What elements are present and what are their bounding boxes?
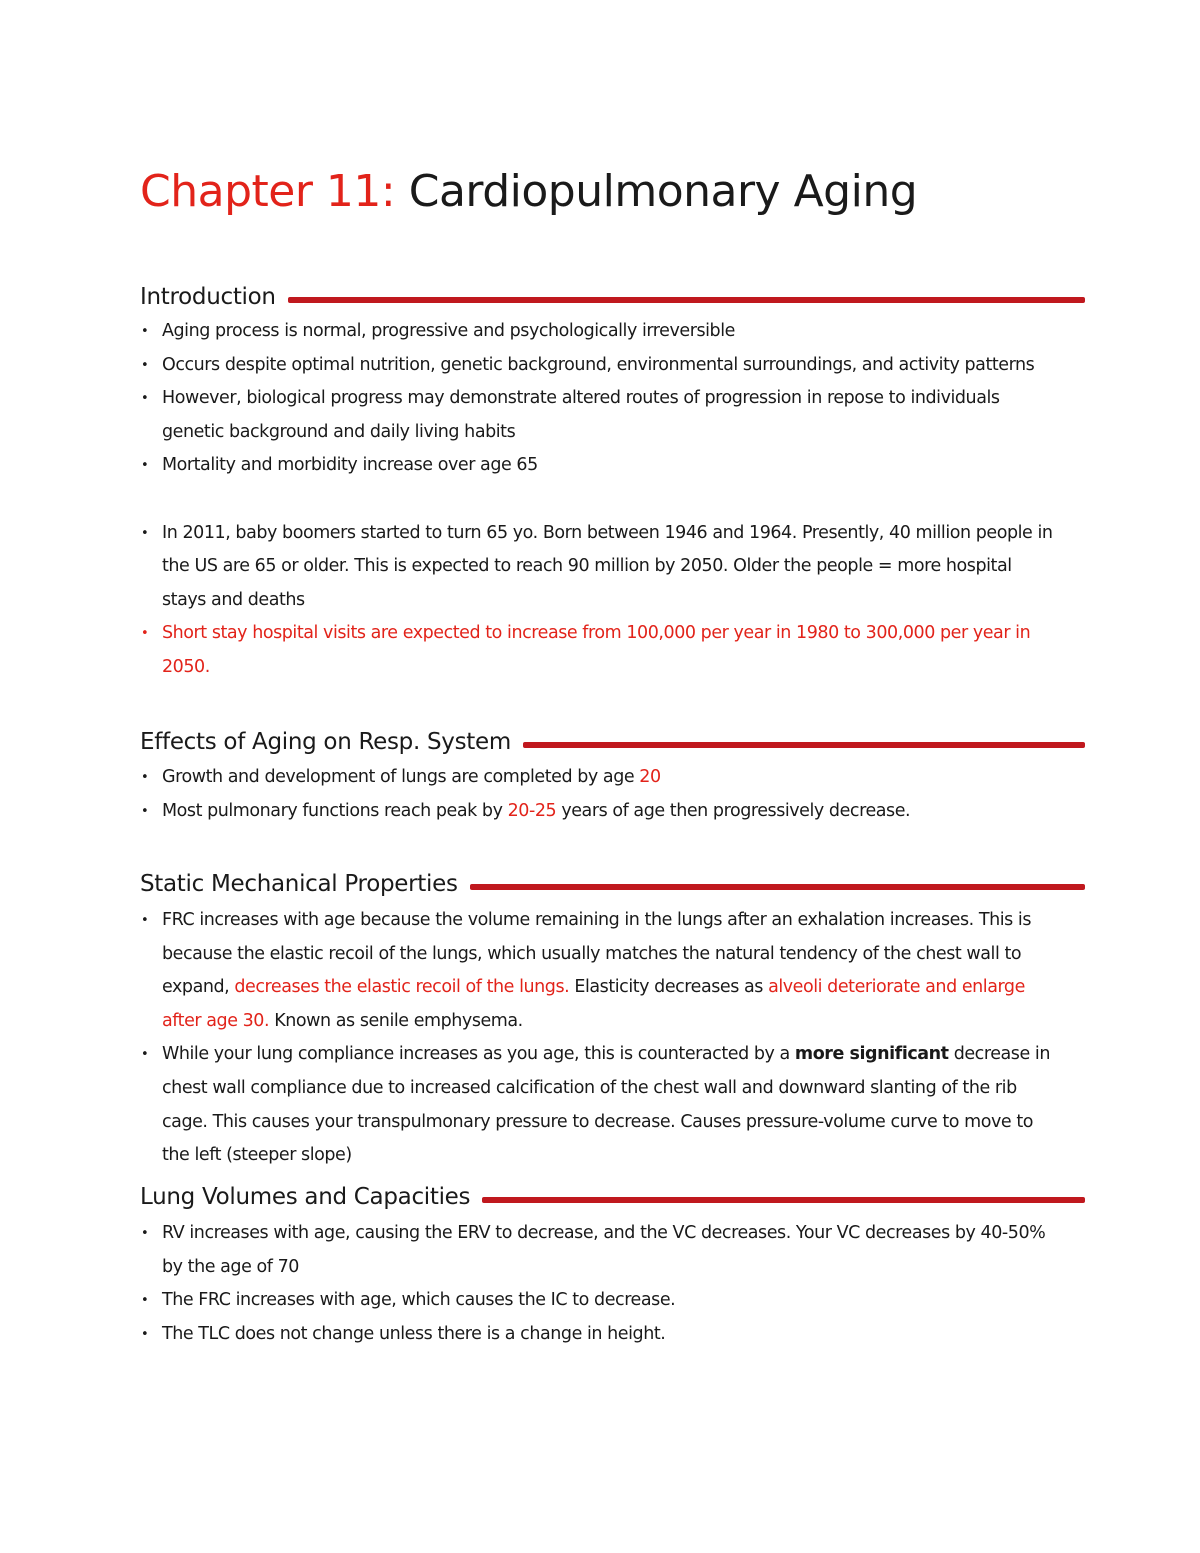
emphasis-text: more significant: [794, 1044, 949, 1065]
spacer: [140, 483, 1055, 517]
section-divider: [470, 884, 1085, 890]
list-item: • Mortality and morbidity increase over age 65: [140, 449, 1055, 483]
section-heading-text: Introduction: [140, 284, 276, 310]
list-item: • Aging process is normal, progressive and psychologically irreversible: [140, 315, 1055, 349]
lung-volumes-list: [140, 1217, 1055, 1351]
highlight-value: 20: [639, 767, 661, 787]
highlight-text: decreases the elastic recoil of the lungs.: [234, 977, 570, 998]
list-item: [140, 761, 1055, 795]
item-text: decrease in chest wall compliance due to increased calcification of the chest wall and downward slanting of the rib cage. This causes your transpulmonary pressure to decrease. Causes pressure-volume curve to move to the left (steeper slope): [162, 1044, 1050, 1166]
item-text: Most pulmonary functions reach peak by: [162, 800, 508, 821]
page-title: [140, 160, 917, 224]
highlight-value: 20-25: [507, 800, 557, 821]
list-item: • In 2011, baby boomers started to turn 65 yo. Born between 1946 and 1964. Presently, 40 million people in the US are 65 or older. This is expected to reach 90 million by 2050. Older the people = more hospital stays and deaths: [140, 517, 1055, 618]
list-item: • The TLC does not change unless there is a change in height.: [140, 1318, 1055, 1352]
section-heading-text: Effects of Aging on Resp. System: [140, 729, 511, 755]
list-item: • However, biological progress may demonstrate altered routes of progression in repose to individuals genetic background and daily living habits: [140, 382, 1055, 449]
section-divider: [482, 1197, 1085, 1203]
list-item: • RV increases with age, causing the ERV to decrease, and the VC decreases. Your VC decreases by 40-50% by the age of 70: [140, 1217, 1055, 1284]
list-item: [140, 795, 1055, 829]
list-item: [140, 1038, 1055, 1172]
static-properties-list: [140, 904, 1055, 1173]
item-text: While your lung compliance increases as you age, this is counteracted by a: [162, 1044, 795, 1065]
section-divider: [523, 742, 1085, 748]
highlight-text: alveoli deteriorate and enlarge after age 30.: [162, 977, 1025, 1031]
list-item: • The FRC increases with age, which causes the IC to decrease.: [140, 1284, 1055, 1318]
section-heading-static-mechanical-properties: [140, 867, 1085, 901]
introduction-list: [140, 315, 1055, 685]
section-heading-effects-of-aging: [140, 725, 1085, 759]
section-heading-introduction: [140, 280, 1085, 314]
section-heading-text: Lung Volumes and Capacities: [140, 1184, 471, 1210]
section-heading-text: Static Mechanical Properties: [140, 871, 458, 897]
item-text: Growth and development of lungs are completed by age: [162, 767, 640, 787]
chapter-title: Cardiopulmonary Aging: [408, 166, 918, 217]
item-text: Elasticity decreases as: [569, 977, 769, 998]
section-heading-lung-volumes: [140, 1180, 1085, 1214]
list-item-highlight: • Short stay hospital visits are expected to increase from 100,000 per year in 1980 to 300,000 per year in 2050.: [140, 617, 1055, 684]
list-item: • Occurs despite optimal nutrition, genetic background, environmental surroundings, and activity patterns: [140, 349, 1055, 383]
section-divider: [288, 297, 1085, 303]
effects-of-aging-list: [140, 761, 1055, 828]
item-text: Known as senile emphysema.: [269, 1010, 523, 1031]
list-item: [140, 904, 1055, 1038]
item-text: FRC increases with age because the volume remaining in the lungs after an exhalation increases. This is because the elastic recoil of the lungs, which usually matches the natural tendency of the chest wall to expand,: [162, 910, 1032, 998]
chapter-number: Chapter 11:: [140, 166, 396, 217]
item-text: years of age then progressively decrease.: [556, 800, 911, 821]
